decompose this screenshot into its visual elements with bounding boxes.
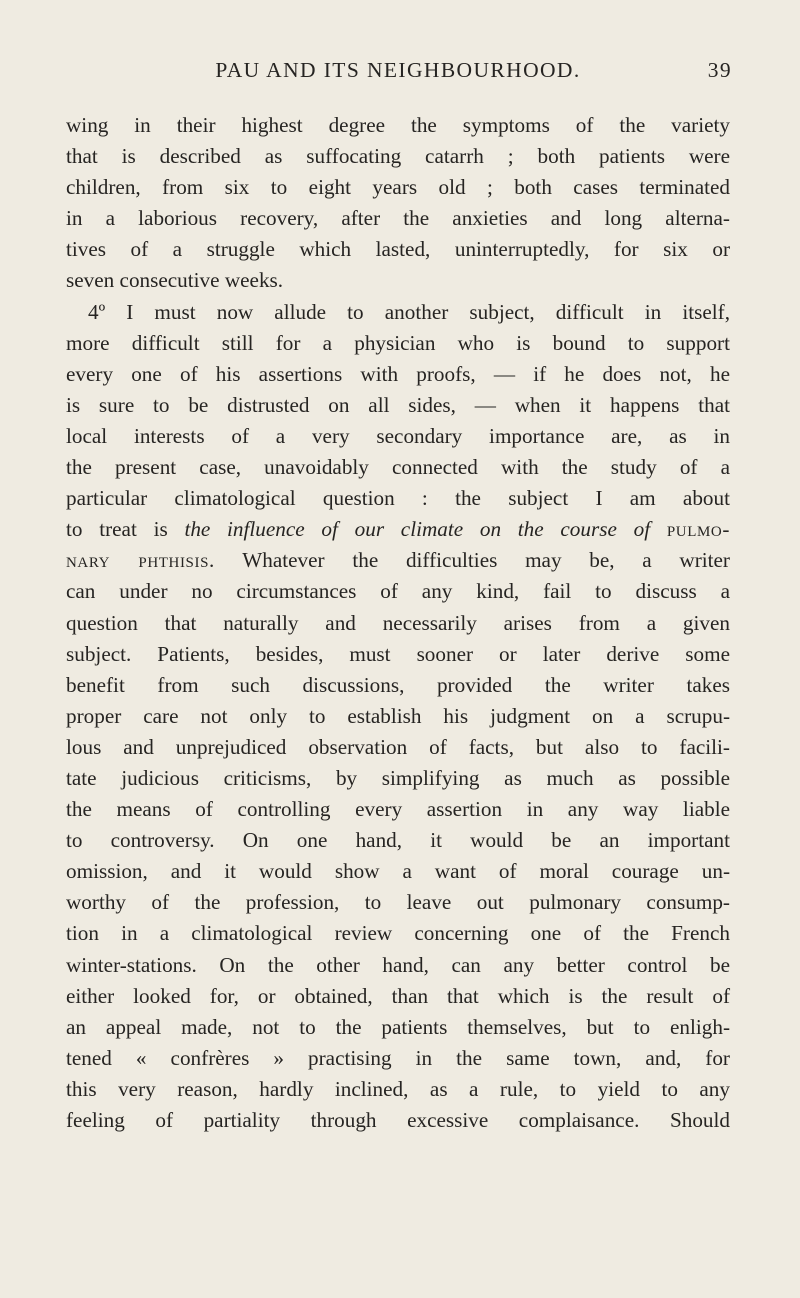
text-run: to treat is [66,517,185,542]
text-line: benefit from such discussions, provided the writer takes [66,672,730,697]
text-line: that is described as suffocating catarrh ; both patients were [66,144,730,169]
smallcaps-term: pulmo- [666,517,731,542]
text-line: subject. Patients, besides, must sooner or later derive some [66,641,730,666]
paragraph-start-line: 4º I must now allude to another subject, difficult in itself, [88,299,730,324]
text-line: tives of a struggle which lasted, uninterruptedly, for six or [66,237,730,262]
text-line: to controversy. On one hand, it would be an important [66,828,730,853]
text-line: every one of his assertions with proofs, — if he does not, he [66,361,730,386]
text-line: is sure to be distrusted on all sides, — when it happens that [66,392,730,417]
text-line: winter-stations. On the other hand, can any better control be [66,952,730,977]
text-line: omission, and it would show a want of moral courage un- [66,859,730,884]
text-line: tened « confrères » practising in the same town, and, for [66,1045,730,1070]
text-line: more difficult still for a physician who is bound to support [66,330,730,355]
text-line: this very reason, hardly inclined, as a rule, to yield to any [66,1076,730,1101]
italic-title: the influence of our climate on the course of [184,517,651,542]
text-line: local interests of a very secondary importance are, as in [66,423,730,448]
text-line [66,545,730,576]
text-line: in a laborious recovery, after the anxieties and long alterna- [66,206,730,231]
text-line: particular climatological question : the subject I am about [66,486,730,511]
text-line: feeling of partiality through excessive complaisance. Should [66,1108,730,1132]
text-line: the present case, unavoidably connected with the study of a [66,455,730,480]
body-text [66,110,730,1136]
text-line: question that naturally and necessarily arises from a given [66,610,730,635]
text-line: lous and unprejudiced observation of facts, but also to facili- [66,734,730,759]
text-run [650,517,667,541]
text-line: either looked for, or obtained, than that which is the result of [66,983,730,1008]
page-header [64,58,732,92]
text-run: Whatever the difficulties may be, a writer [214,548,730,573]
running-title: PAU AND ITS NEIGHBOURHOOD. [215,58,581,82]
text-line: tion in a climatological review concerning one of the French [66,921,730,946]
page-number: 39 [707,58,732,82]
text-line: proper care not only to establish his judgment on a scrupu- [66,703,730,728]
text-line: the means of controlling every assertion in any way liable [66,797,730,822]
text-line: children, from six to eight years old ; both cases terminated [66,175,730,200]
smallcaps-term: nary phthisis. [66,548,215,573]
text-line: seven consecutive weeks. [66,268,284,293]
text-line [66,514,730,545]
text-line: can under no circumstances of any kind, fail to discuss a [66,579,730,604]
text-line: wing in their highest degree the symptoms of the variety [66,113,730,137]
text-line: worthy of the profession, to leave out pulmonary consump- [66,890,730,915]
text-line: tate judicious criticisms, by simplifying as much as possible [66,765,730,790]
text-line: an appeal made, not to the patients themselves, but to enligh- [66,1014,730,1039]
